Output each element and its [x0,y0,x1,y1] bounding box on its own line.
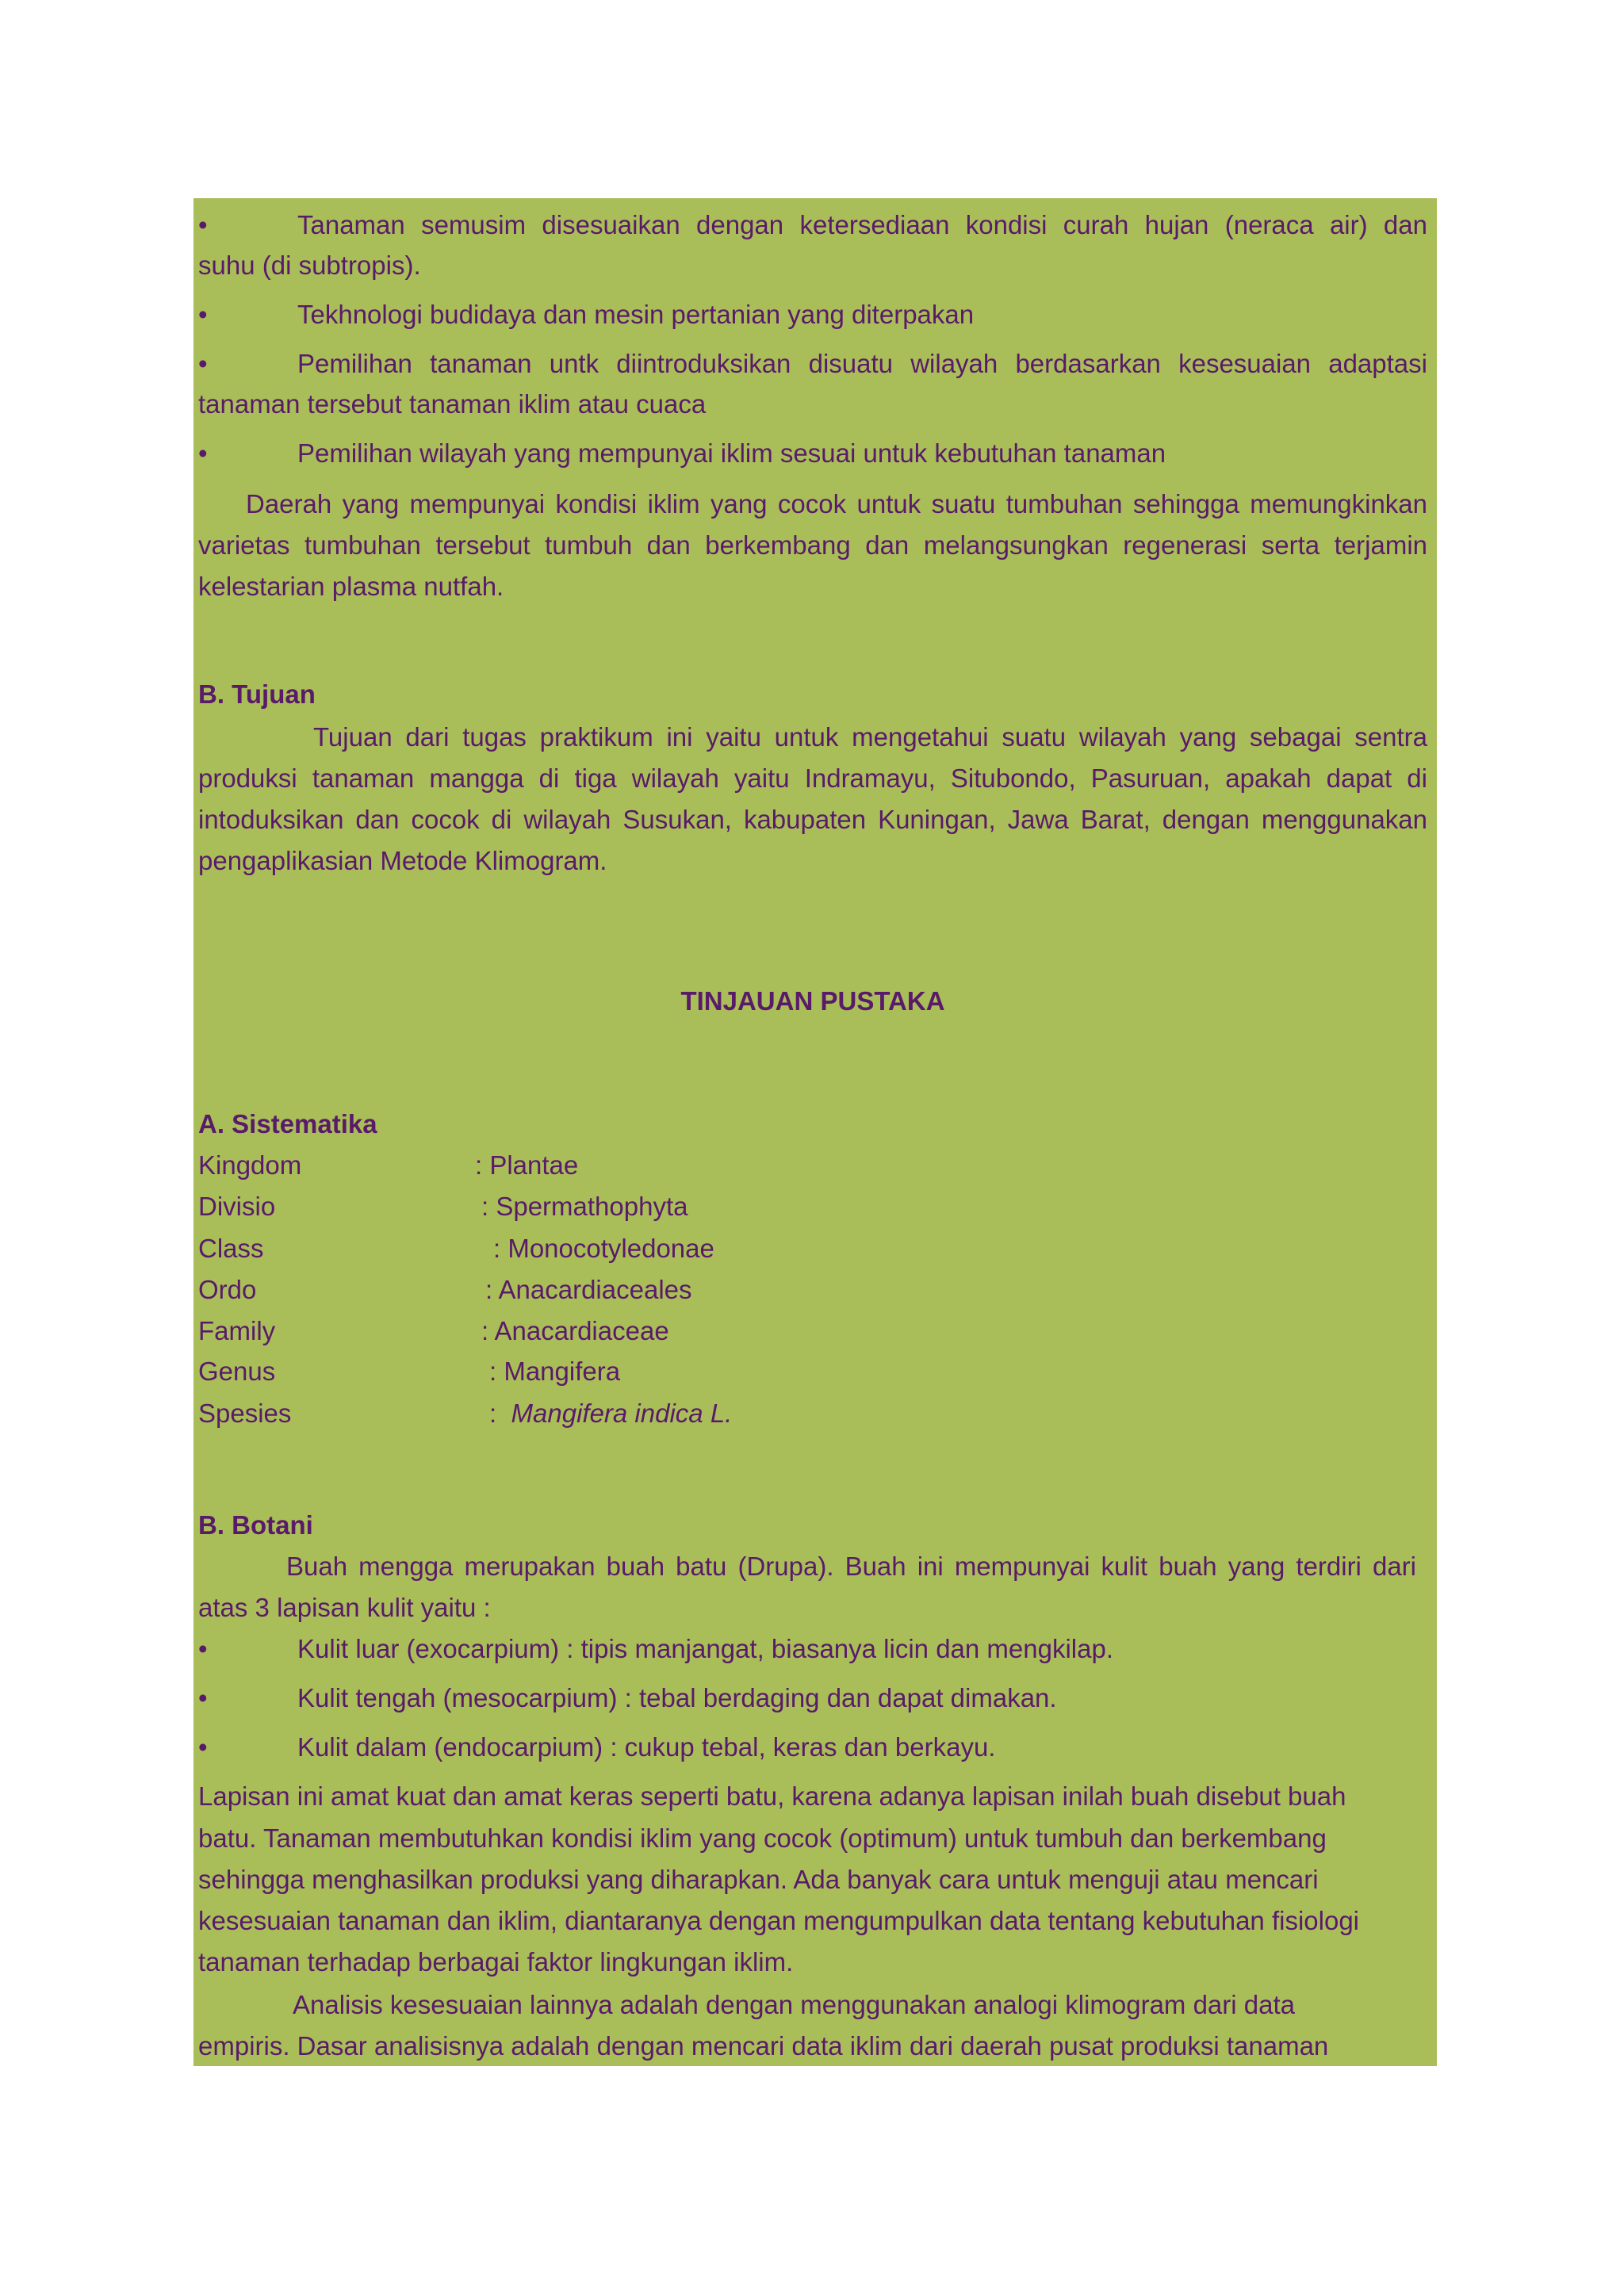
intro-paragraph-line-1: Daerah yang mempunyai kondisi iklim yang cocok untuk suatu tumbuhan sehingga memungkinkan [246,489,1427,519]
botani-paragraph2-line-2: empiris. Dasar analisisnya adalah dengan mencari data iklim dari daerah pusat produksi tanaman [198,2031,1329,2061]
taxonomy-value-class: : Monocotyledonae [493,1234,714,1263]
bullet-item-3-cont: tanaman tersebut tanaman iklim atau cuaca [198,389,707,419]
intro-paragraph-line-3: kelestarian plasma nutfah. [198,572,504,601]
botani-heading: B. Botani [198,1510,313,1540]
bullet-icon: • [198,1732,208,1762]
bullet-icon: • [198,438,208,468]
bullet-icon: • [198,210,208,239]
tujuan-heading: B. Tujuan [198,679,316,709]
botani-intro-line-2: atas 3 lapisan kulit yaitu : [198,1593,491,1622]
taxonomy-label-genus: Genus [198,1357,276,1386]
botani-paragraph-line-4: kesesuaian tanaman dan iklim, diantaranya dengan mengumpulkan data tentang kebutuhan fisiologi [198,1906,1360,1935]
botani-paragraph-line-2: batu. Tanaman membutuhkan kondisi iklim yang cocok (optimum) untuk tumbuh dan berkembang [198,1823,1327,1853]
bullet-icon: • [198,1683,208,1712]
tujuan-line-4: pengaplikasian Metode Klimogram. [198,846,607,875]
taxonomy-label-class: Class [198,1234,264,1263]
taxonomy-label-spesies: Spesies [198,1399,292,1428]
sistematika-heading: A. Sistematika [198,1109,377,1138]
tujuan-line-2: produksi tanaman mangga di tiga wilayah yaitu Indramayu, Situbondo, Pasuruan, apakah dapat di [198,763,1427,793]
intro-paragraph-line-2: varietas tumbuhan tersebut tumbuh dan berkembang dan melangsungkan regenerasi serta terjamin [198,530,1427,560]
taxonomy-value-spesies: : Mangifera indica L. [489,1399,733,1428]
botani-intro-line-1: Buah mengga merupakan buah batu (Drupa). Buah ini mempunyai kulit buah yang terdiri dari [286,1552,1416,1581]
taxonomy-label-ordo: Ordo [198,1275,257,1304]
taxonomy-value-family: : Anacardiaceae [481,1316,669,1345]
bullet-icon: • [198,349,208,378]
bullet-icon: • [198,1634,208,1663]
document-page-block: • Tanaman semusim disesuaikan dengan ketersediaan kondisi curah hujan (neraca air) dan suhu (di subtropis). • Tekhnologi budidaya dan mesin pertanian yang diterpakan • Pemilihan tanaman untk diintroduksikan disuatu wilayah berdasarkan kesesuaian adaptasi tanaman tersebut tanaman iklim atau cuaca • Pemilihan wilayah yang mempunyai iklim sesuai untuk kebutuhan tanaman Daerah yang mempunyai kondisi iklim yang cocok untuk suatu tumbuhan sehingga memungkinkan varietas tumbuhan tersebut tumbuh dan berkembang dan melangsungkan regenerasi serta terjamin kelestarian plasma nutfah. B. Tujuan Tujuan dari tugas praktikum ini yaitu untuk mengetahui suatu wilayah yang sebagai sentra produksi tanaman mangga di tiga wilayah yaitu Indramayu, Situbondo, Pasuruan, apakah dapat di intoduksikan dan cocok di wilayah Susukan, kabupaten Kuningan, Jawa Barat, dengan menggunakan pengaplikasian Metode Klimogram. TINJAUAN PUSTAKA A. Sistematika Kingdom : Plantae Divisio : Spermathophyta Class : Monocotyledonae Ordo : Anacardiaceales Family : Anacardiaceae Genus : Mangifera Spesies : Mangifera indica L. B. Botani Buah mengga merupakan buah batu (Drupa). Buah ini mempunyai kulit buah yang terdiri dari atas 3 lapisan kulit yaitu : • Kulit luar (exocarpium) : tipis manjangat, biasanya licin dan mengkilap. • Kulit tengah (mesocarpium) : tebal berdaging dan dapat dimakan. • Kulit dalam (endocarpium) : cukup tebal, keras dan berkayu. Lapisan ini amat kuat dan amat keras seperti batu, karena adanya lapisan inilah buah disebut buah batu. Tanaman membutuhkan kondisi iklim yang cocok (optimum) untuk tumbuh dan berkembang sehingga menghasilkan produksi yang diharapkan. Ada banyak cara untuk menguji atau mencari kesesuaian tanaman dan iklim, diantaranya dengan mengumpulkan data tentang kebutuhan fisiologi tanaman terhadap berbagai faktor lingkungan iklim. Analisis kesesuaian lainnya adalah dengan menggunakan analogi klimogram dari data empiris. Dasar analisisnya adalah dengan mencari data iklim dari daerah pusat produksi tanaman [193,198,1437,2066]
taxonomy-label-divisio: Divisio [198,1192,276,1221]
taxonomy-value-kingdom: : Plantae [475,1150,579,1180]
tujuan-line-3: intoduksikan dan cocok di wilayah Susukan, kabupaten Kuningan, Jawa Barat, dengan menggunakan [198,805,1427,834]
bullet-icon: • [198,300,208,329]
taxonomy-value-divisio: : Spermathophyta [481,1192,688,1221]
botani-paragraph-line-3: sehingga menghasilkan produksi yang diharapkan. Ada banyak cara untuk menguji atau mencari [198,1865,1319,1894]
taxonomy-label-kingdom: Kingdom [198,1150,302,1180]
taxonomy-label-family: Family [198,1316,276,1345]
taxonomy-value-ordo: : Anacardiaceales [485,1275,692,1304]
botani-paragraph-line-5: tanaman terhadap berbagai faktor lingkungan iklim. [198,1947,794,1976]
tujuan-line-1: Tujuan dari tugas praktikum ini yaitu untuk mengetahui suatu wilayah yang sebagai sentra [313,722,1427,752]
taxonomy-value-genus: : Mangifera [489,1357,621,1386]
botani-paragraph-line-1: Lapisan ini amat kuat dan amat keras seperti batu, karena adanya lapisan inilah buah disebut buah [198,1781,1346,1811]
bullet-item-1-cont: suhu (di subtropis). [198,251,421,280]
section-title: TINJAUAN PUSTAKA [680,986,945,1016]
botani-paragraph2-line-1: Analisis kesesuaian lainnya adalah dengan menggunakan analogi klimogram dari data [293,1990,1296,2019]
